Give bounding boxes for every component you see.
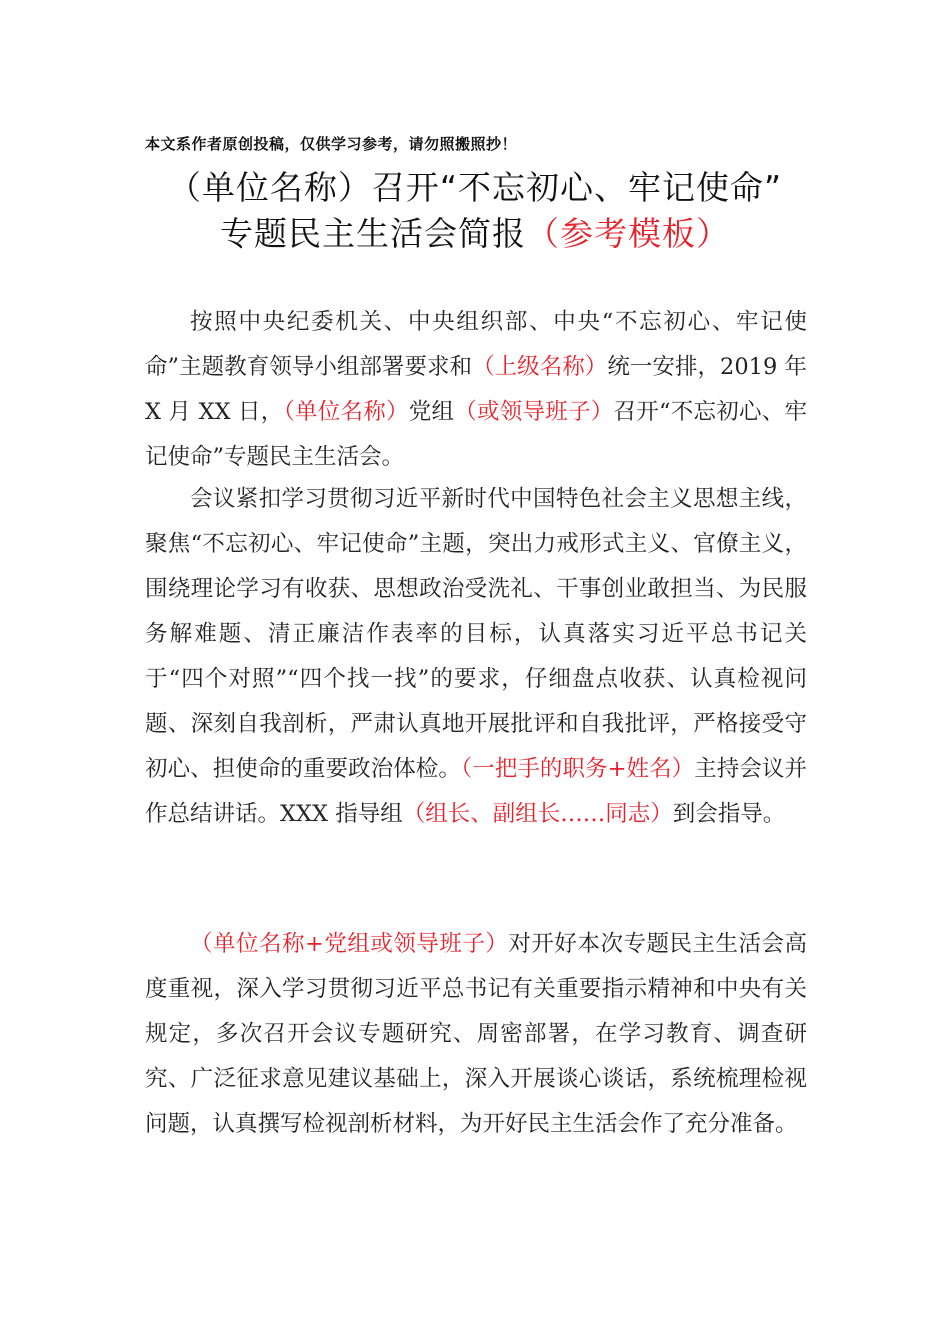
p2-text-3: 到会指导。: [672, 801, 786, 827]
p2-text-1: 会议紧扣学习贯彻习近平新时代中国特色社会主义思想主线，聚焦“不忘初心、牢记使命”主题，突出力戒形式主义、官僚主义，围绕理论学习有收获、思想政治受洗礼、干事创业敢担当、为民服务解难题、清正廉洁作表率的目标，认真落实习近平总书记关于“四个对照”“四个找一找”的要求，仔细盘点收获、认真检视问题、深刻自我剖析，严肃认真地开展批评和自我批评，严格接受守初心、担使命的重要政治体检。: [145, 486, 807, 782]
p3-text-1: 对开好本次专题民主生活会高度重视，深入学习贯彻习近平总书记有关重要指示精神和中央有关规定，多次召开会议专题研究、周密部署，在学习教育、调查研究、广泛征求意见建议基础上，深入开展谈心谈话，系统梳理检视问题，认真撰写检视剖析材料，为开好民主生活会作了充分准备。: [145, 931, 807, 1137]
p2-text-2: 主持会议并作总结讲话。XXX 指导组: [145, 756, 807, 827]
p1-placeholder-unit: （单位名称）: [283, 399, 409, 425]
author-notice: 本文系作者原创投稿，仅供学习参考，请勿照搬照抄！: [145, 135, 518, 153]
p1-placeholder-leadership: （或领导班子）: [454, 399, 614, 425]
p1-placeholder-superior: （上级名称）: [472, 354, 608, 380]
paragraph-1: [145, 300, 807, 480]
p1-text-2: 统一安排，2019 年 X 月 XX 日，: [145, 354, 807, 425]
p2-placeholder-chief: （一把手的职务+姓名）: [460, 756, 695, 782]
paragraph-2: [145, 477, 807, 837]
title-template-tag: （参考模板）: [526, 214, 730, 253]
p1-text-1: 按照中央纪委机关、中央组织部、中央“不忘初心、牢记使命”主题教育领导小组部署要求和: [145, 309, 807, 380]
p3-placeholder-unit-party: （单位名称+党组或领导班子）: [190, 931, 509, 957]
p2-placeholder-guidance-group: （组长、副组长……同志）: [402, 801, 673, 827]
document-title-line1: （单位名称）召开“不忘初心、牢记使命”: [167, 168, 783, 207]
title-text: 专题民主生活会简报: [220, 214, 526, 253]
document-title-line2: [120, 208, 830, 255]
p1-text-3: 党组: [408, 399, 455, 425]
p1-text-4: 召开“不忘初心、牢记使命”专题民主生活会。: [145, 399, 807, 470]
paragraph-3: [145, 922, 807, 1147]
